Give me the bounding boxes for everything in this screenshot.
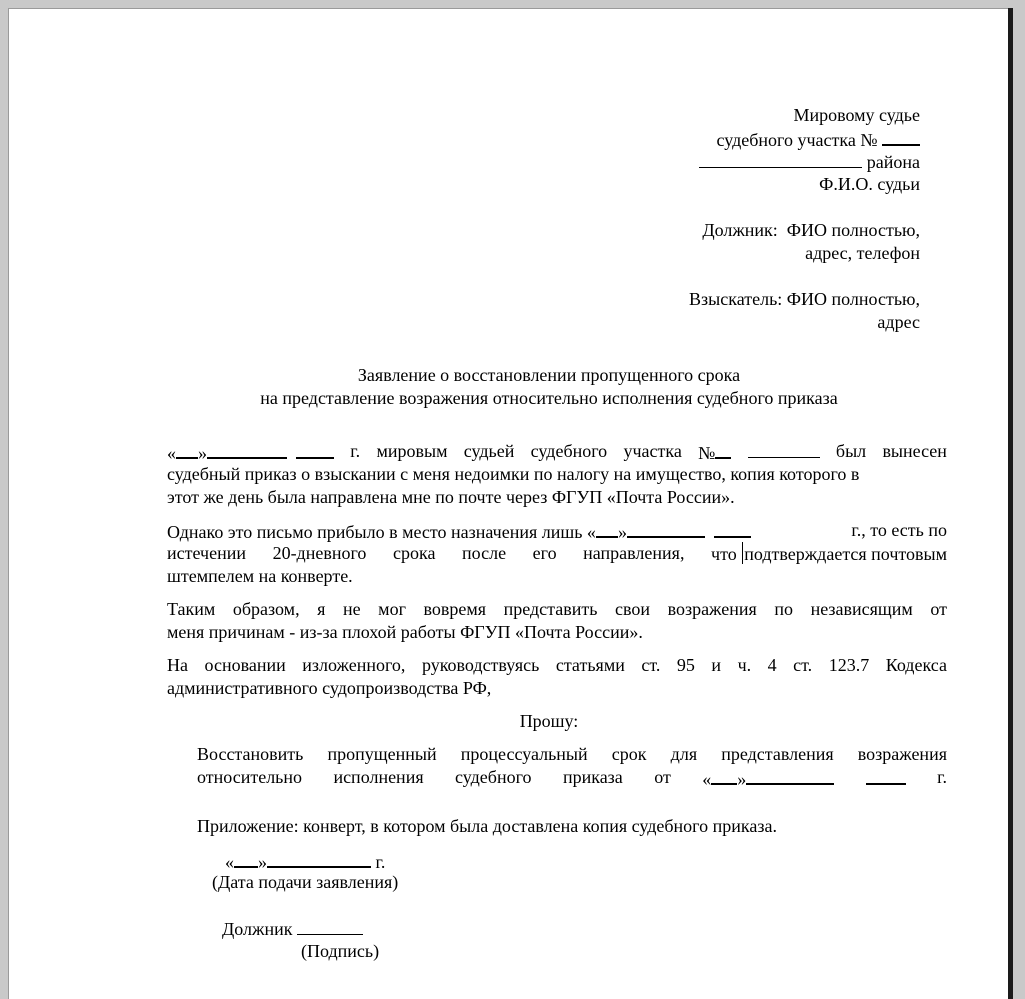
request-line2	[197, 766, 947, 791]
arrival-day-blank[interactable]	[596, 519, 618, 538]
number-sign: №	[698, 443, 716, 463]
word: вынесен	[882, 441, 947, 461]
word: 123.7	[828, 655, 870, 675]
word: процессуальный	[460, 744, 588, 764]
word: от	[930, 599, 947, 619]
debtor-label: Должник:	[702, 220, 778, 240]
paragraph-4-line2: административного судопроизводства РФ,	[167, 678, 492, 698]
region-blank[interactable]	[699, 150, 862, 168]
order-month-blank[interactable]	[746, 766, 834, 785]
year-suffix: г.	[937, 767, 947, 787]
claimant-value: ФИО полностью,	[786, 289, 920, 309]
word: Восстановить	[197, 744, 304, 764]
word: судебного	[455, 767, 532, 787]
word: мог	[378, 599, 406, 619]
request-heading: Прошу:	[519, 711, 579, 731]
word: Таким	[167, 599, 216, 619]
word: вовремя	[423, 599, 487, 619]
word: что	[711, 544, 737, 564]
word: Кодекса	[885, 655, 947, 675]
year-blank[interactable]	[296, 440, 334, 459]
day-blank[interactable]	[176, 440, 198, 459]
order-day-blank[interactable]	[711, 766, 737, 785]
document-title-line2: на представление возражения относительно исполнения судебного приказа	[260, 388, 838, 408]
paragraph-3-line2: меня причинам - из-за плохой работы ФГУП «Почта России».	[167, 622, 643, 642]
word: независящим	[810, 599, 913, 619]
word: срок	[611, 744, 647, 764]
word: от	[654, 767, 671, 787]
word: после	[462, 543, 507, 563]
debtor-contacts-text: адрес, телефон	[805, 243, 920, 263]
date-caption: (Дата подачи заявления)	[212, 872, 399, 892]
arrival-year-blank[interactable]	[714, 519, 751, 538]
word: был	[835, 441, 867, 461]
word: возражения	[667, 599, 757, 619]
addressee-district	[716, 127, 920, 152]
judge-name-text: Ф.И.О. судьи	[819, 174, 920, 194]
signature-caption: (Подпись)	[301, 941, 380, 961]
word: истечении	[167, 543, 246, 563]
debtor-signature-label: Должник	[222, 919, 293, 939]
word: пропущенный	[327, 744, 437, 764]
word: ч.	[737, 655, 752, 675]
region-suffix: района	[866, 152, 920, 172]
paragraph-3-line1	[167, 598, 947, 621]
judge-title: Мировому судье	[793, 105, 920, 125]
word: ст.	[641, 655, 661, 675]
word: свои	[615, 599, 651, 619]
word: судебного	[530, 441, 608, 461]
paragraph-1-line3: этот же день была направлена мне по почте через ФГУП «Почта России».	[167, 487, 735, 507]
year-suffix: г.	[350, 441, 361, 461]
word: участка	[623, 441, 682, 461]
paragraph-2-line2	[167, 542, 947, 566]
debtor-contacts	[805, 242, 920, 265]
district-prefix: судебного участка №	[716, 130, 878, 150]
word: возражения	[857, 744, 947, 764]
close-quote: »	[258, 852, 267, 872]
close-quote: »	[737, 769, 747, 789]
claimant-line	[689, 288, 920, 311]
signature-blank[interactable]	[297, 917, 363, 935]
word: и	[711, 655, 722, 675]
word: 20-дневного	[272, 543, 367, 563]
word: его	[532, 543, 557, 563]
word: срока	[392, 543, 436, 563]
word: руководствуясь	[421, 655, 540, 675]
attachment-line: Приложение: конверт, в котором была доставлена копия судебного приказа.	[197, 816, 777, 836]
word: статьями	[555, 655, 625, 675]
paragraph-1-line2: судебный приказ о взыскании с меня недоимки по налогу на имущество, копия которого в	[167, 464, 860, 484]
word: для	[670, 744, 698, 764]
filing-month-blank[interactable]	[267, 849, 371, 868]
open-quote: «	[167, 443, 176, 463]
district-number-blank[interactable]	[715, 440, 731, 459]
judge-blank[interactable]	[748, 440, 820, 458]
request-line1	[197, 743, 947, 766]
close-quote: »	[617, 522, 627, 542]
word: приказа	[562, 767, 623, 787]
paragraph-2-line3: штемпелем на конверте.	[167, 566, 353, 586]
word: изложенного,	[302, 655, 406, 675]
claimant-label: Взыскатель:	[689, 289, 783, 309]
word: основании	[204, 655, 286, 675]
filing-day-blank[interactable]	[234, 849, 258, 868]
word: На	[167, 655, 188, 675]
open-quote: «	[702, 769, 712, 789]
word: по	[774, 599, 793, 619]
addressee-judge	[793, 104, 920, 127]
district-number-blank[interactable]	[882, 127, 920, 146]
word: представления	[721, 744, 834, 764]
paragraph-1-line1	[167, 440, 947, 465]
word: мировым	[376, 441, 448, 461]
p2-end: г., то есть по	[851, 520, 947, 540]
year-suffix: г.	[375, 852, 386, 872]
word: судьей	[463, 441, 515, 461]
p2-start: Однако это письмо прибыло в место назначения лишь «	[167, 522, 596, 542]
debtor-value: ФИО полностью,	[786, 220, 920, 240]
word: направления,	[583, 543, 685, 563]
word: подтверждается почтовым	[744, 544, 947, 564]
word: исполнения	[333, 767, 424, 787]
judge-name	[819, 173, 920, 196]
month-blank[interactable]	[207, 440, 287, 459]
order-year-blank[interactable]	[866, 766, 906, 785]
debtor-signature-line	[222, 917, 363, 941]
arrival-month-blank[interactable]	[627, 519, 705, 538]
word: я	[317, 599, 326, 619]
open-quote: «	[225, 852, 234, 872]
word: образом,	[232, 599, 300, 619]
word: 95	[676, 655, 695, 675]
paragraph-2-line1	[167, 519, 947, 544]
addressee-region	[699, 150, 920, 174]
word: не	[342, 599, 361, 619]
word: 4	[767, 655, 777, 675]
document-page	[8, 8, 1008, 999]
close-quote: »	[198, 443, 207, 463]
paragraph-4-line1	[167, 654, 947, 677]
word: относительно	[197, 767, 303, 787]
debtor-line	[702, 219, 920, 242]
claimant-address-text: адрес	[877, 312, 920, 332]
claimant-address	[877, 311, 920, 334]
word: представить	[503, 599, 598, 619]
word: ст.	[793, 655, 813, 675]
document-title-line1: Заявление о восстановлении пропущенного срока	[357, 365, 741, 385]
